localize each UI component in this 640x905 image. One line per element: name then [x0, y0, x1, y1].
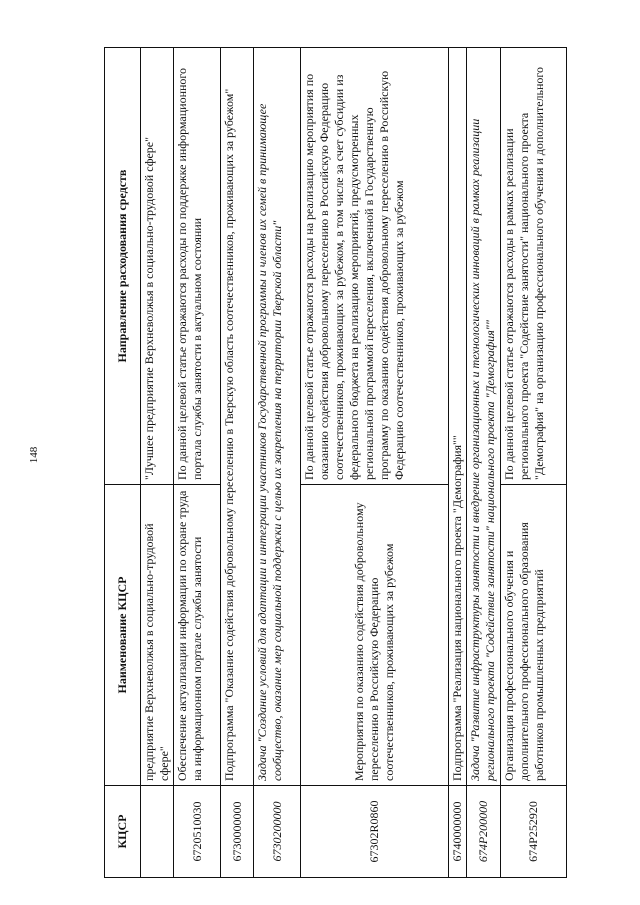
row-code: [141, 786, 174, 878]
row-direction: "Лучшее предприятие Верхневолжья в социально-трудовой сфере": [141, 48, 174, 485]
row-direction: По данной целевой статье отражаются расходы в рамках реализации регионального проекта "Содействие занятости" национального проекта "Демография" на организацию профессионального обучения и дополнительного: [501, 48, 567, 485]
row-direction: По данной целевой статье отражаются расходы по поддержке информационного портала службы занятости в актуальном состоянии: [174, 48, 221, 485]
row-code: 674P252920: [501, 786, 567, 878]
row-code: 6740000000: [449, 786, 467, 878]
table-row: [449, 48, 467, 878]
rotated-table-wrapper: [104, 48, 546, 878]
row-code: 6730000000: [221, 786, 254, 878]
row-name: Мероприятия по оказанию содействия добровольному переселению в Российскую Федерацию соотечественников, проживающих за рубежом: [301, 485, 449, 786]
table-row: [221, 48, 254, 878]
row-subprogram: Подпрограмма "Оказание содействия добровольному переселению в Тверскую область соотечественников, проживающих за рубежом": [221, 48, 254, 786]
table-header-row: [105, 48, 141, 878]
page-number: 148: [28, 446, 40, 464]
row-name: Организация профессионального обучения и дополнительного профессионального образования работников промышленных предприятий: [501, 485, 567, 786]
row-task: Задача "Развитие инфраструктуры занятости и внедрение организационных и технологических инноваций в рамках реализации регионального проекта "Содействие занятости" национального проекта "Демография"": [467, 48, 501, 786]
row-task: Задача "Создание условий для адаптации и интеграции участников Государственной программы и членов их семей в принимающее сообщество, оказание мер социальной поддержки с целью их закрепления на территории Тверской области": [254, 48, 301, 786]
table-row: [174, 48, 221, 878]
table-row: [141, 48, 174, 878]
row-code: 67302R0860: [301, 786, 449, 878]
row-name: предприятие Верхневолжья в социально-трудовой сфере": [141, 485, 174, 786]
table-row: [254, 48, 301, 878]
table-row: [501, 48, 567, 878]
budget-codes-table: [104, 47, 567, 878]
row-code: 6720510030: [174, 786, 221, 878]
row-code: 6730200000: [254, 786, 301, 878]
table-row: [467, 48, 501, 878]
row-subprogram: Подпрограмма "Реализация национального проекта "Демография"": [449, 48, 467, 786]
header-name: Наименование КЦСР: [105, 485, 141, 786]
row-direction: По данной целевой статье отражаются расходы на реализацию мероприятия по оказанию содействия добровольному переселению в Российскую Федерацию соотечественников, проживающих за рубежом, в том числе за счет субсидии из федерального бюджета на реализацию мероприятий, предусмотренных региональной программой переселения, включенной в Государственную программу по оказанию содействия добровольному переселению в Российскую Федерацию соотечественников, проживающих за рубежом: [301, 48, 449, 485]
header-code: КЦСР: [105, 786, 141, 878]
header-direction: Направление расходования средств: [105, 48, 141, 485]
row-name: Обеспечение актуализации информации по охране труда на информационном портале службы занятости: [174, 485, 221, 786]
row-code: 674P200000: [467, 786, 501, 878]
table-row: [301, 48, 449, 878]
